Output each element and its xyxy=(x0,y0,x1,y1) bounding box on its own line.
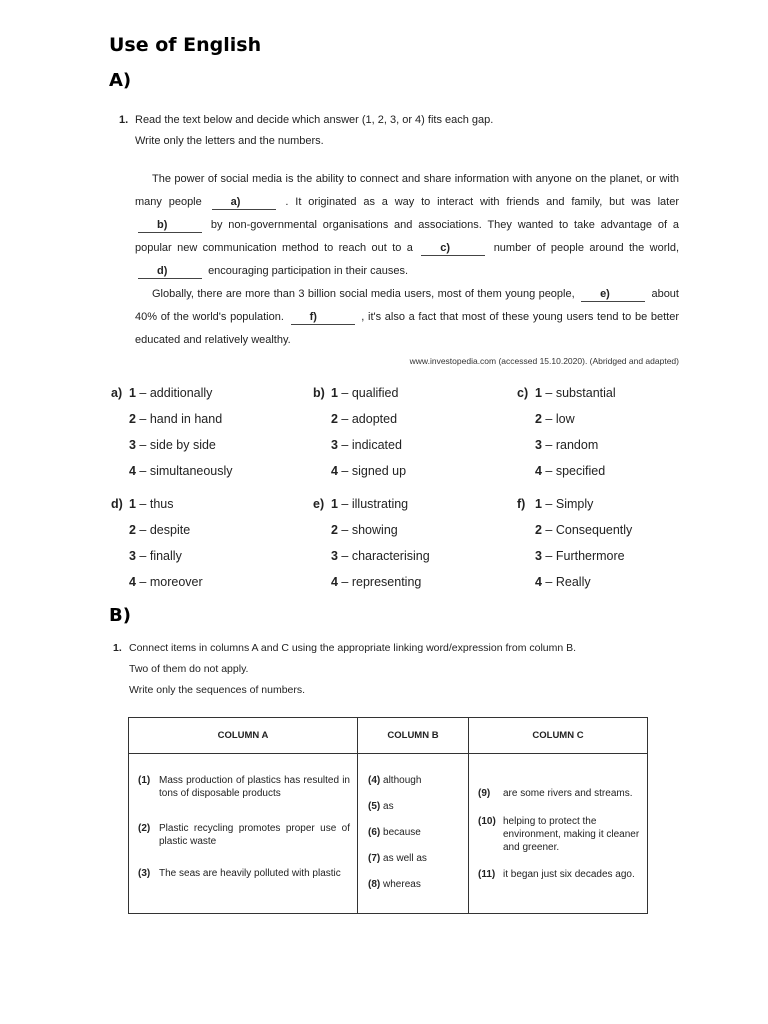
option-item[interactable] xyxy=(313,437,513,463)
option-item[interactable] xyxy=(111,411,311,437)
option-dash: – xyxy=(135,412,150,426)
passage-text: The power of social media is the ability to connect and share information with anyone on the planet, or with many people xyxy=(135,173,679,208)
option-dash: – xyxy=(541,575,556,589)
column-b-item xyxy=(368,774,462,787)
reading-passage xyxy=(135,168,679,352)
option-number: 1 xyxy=(535,497,542,511)
section-a-label: A) xyxy=(109,70,132,91)
option-number: 4 xyxy=(535,575,542,589)
instruction-line: Read the text below and decide which answer (1, 2, 3, or 4) fits each gap. xyxy=(135,114,494,126)
column-a-item xyxy=(138,867,350,880)
option-text: characterising xyxy=(351,549,430,563)
option-letter: e) xyxy=(313,497,325,511)
option-text: random xyxy=(555,438,599,452)
item-number: (5) xyxy=(368,801,381,812)
option-dash: – xyxy=(135,549,150,563)
option-number: 3 xyxy=(331,438,338,452)
option-group xyxy=(517,385,717,489)
option-text: Really xyxy=(555,575,591,589)
item-text: as xyxy=(383,801,394,812)
option-item[interactable] xyxy=(517,574,717,600)
option-number: 2 xyxy=(535,523,542,537)
option-item[interactable] xyxy=(313,463,513,489)
option-item[interactable] xyxy=(111,522,311,548)
item-text: although xyxy=(383,775,422,786)
option-dash: – xyxy=(541,497,556,511)
option-dash: – xyxy=(541,386,556,400)
matching-table xyxy=(128,717,648,914)
option-item[interactable] xyxy=(111,437,311,463)
section-a-instruction xyxy=(119,110,493,152)
page-title: Use of English xyxy=(109,34,262,56)
item-text: whereas xyxy=(383,879,421,890)
column-a-item xyxy=(138,822,350,848)
passage-text: Globally, there are more than 3 billion social media users, most of them young people, xyxy=(152,288,575,300)
option-text: Consequently xyxy=(555,523,633,537)
option-item[interactable] xyxy=(313,385,513,411)
column-c-cell xyxy=(469,754,648,914)
instruction-line: Write only the sequences of numbers. xyxy=(129,684,306,696)
option-number: 1 xyxy=(129,497,136,511)
option-text: indicated xyxy=(351,438,402,452)
option-number: 3 xyxy=(129,438,136,452)
option-text: side by side xyxy=(149,438,216,452)
instruction-line: Connect items in columns A and C using the appropriate linking word/expression from column B. xyxy=(129,642,577,654)
option-text: despite xyxy=(149,523,191,537)
option-dash: – xyxy=(337,438,352,452)
item-number: (1) xyxy=(138,775,151,786)
gap-a[interactable]: a) xyxy=(212,196,276,210)
option-item[interactable] xyxy=(517,548,717,574)
instruction-line: Two of them do not apply. xyxy=(129,663,249,675)
option-number: 1 xyxy=(535,386,542,400)
option-letter: b) xyxy=(313,386,325,400)
option-number: 3 xyxy=(129,549,136,563)
item-text: are some rivers and streams. xyxy=(503,788,633,799)
option-number: 4 xyxy=(331,464,338,478)
option-dash: – xyxy=(337,464,352,478)
option-item[interactable] xyxy=(313,411,513,437)
gap-b[interactable]: b) xyxy=(138,219,202,233)
option-text: simultaneously xyxy=(149,464,233,478)
option-text: thus xyxy=(149,497,174,511)
item-number: (6) xyxy=(368,827,381,838)
option-number: 1 xyxy=(331,497,338,511)
option-number: 4 xyxy=(129,464,136,478)
item-text: because xyxy=(383,827,421,838)
option-group xyxy=(313,496,513,600)
item-number: (10) xyxy=(478,816,496,827)
option-text: substantial xyxy=(555,386,616,400)
option-item[interactable] xyxy=(517,463,717,489)
option-item[interactable] xyxy=(517,411,717,437)
option-text: qualified xyxy=(351,386,399,400)
column-a-item xyxy=(138,774,350,800)
option-item[interactable] xyxy=(111,548,311,574)
option-number: 4 xyxy=(535,464,542,478)
option-item[interactable] xyxy=(517,496,717,522)
option-number: 4 xyxy=(129,575,136,589)
passage-text: encouraging participation in their causes. xyxy=(208,265,409,277)
option-item[interactable] xyxy=(313,574,513,600)
option-dash: – xyxy=(135,497,150,511)
option-text: moreover xyxy=(149,575,203,589)
column-b-cell xyxy=(358,754,469,914)
column-a-cell xyxy=(129,754,358,914)
option-text: showing xyxy=(351,523,398,537)
passage-text: about 40% of the world's population. xyxy=(135,288,679,323)
option-letter: a) xyxy=(111,386,123,400)
column-header: COLUMN C xyxy=(469,718,648,754)
option-item[interactable] xyxy=(313,522,513,548)
option-dash: – xyxy=(135,575,150,589)
passage-text: , it's also a fact that most of these young users tend to be better educated and relatively wealthy. xyxy=(135,311,680,346)
item-number: (3) xyxy=(138,868,151,879)
option-dash: – xyxy=(541,523,556,537)
gap-d[interactable]: d) xyxy=(138,265,202,279)
option-item[interactable] xyxy=(313,548,513,574)
item-number: (2) xyxy=(138,823,151,834)
gap-f[interactable]: f) xyxy=(291,311,355,325)
option-letter: c) xyxy=(517,386,529,400)
column-c-item xyxy=(478,815,641,854)
option-text: low xyxy=(555,412,575,426)
option-dash: – xyxy=(337,575,352,589)
option-item[interactable] xyxy=(313,496,513,522)
option-dash: – xyxy=(337,412,352,426)
option-group xyxy=(111,496,311,600)
option-text: additionally xyxy=(149,386,213,400)
source-citation: www.investopedia.com (accessed 15.10.2020). (Abridged and adapted) xyxy=(409,356,679,366)
option-dash: – xyxy=(135,523,150,537)
item-number: (8) xyxy=(368,879,381,890)
column-c-item xyxy=(478,787,641,800)
instruction-number: 1. xyxy=(119,114,129,126)
option-text: adopted xyxy=(351,412,398,426)
option-group xyxy=(517,496,717,600)
option-dash: – xyxy=(337,497,352,511)
passage-text: . It originated as a way to interact with friends and family, but was later xyxy=(285,196,679,208)
item-text: as well as xyxy=(383,853,427,864)
instruction-number: 1. xyxy=(113,642,122,654)
option-text: hand in hand xyxy=(149,412,223,426)
option-dash: – xyxy=(135,438,150,452)
option-item[interactable] xyxy=(111,496,311,522)
option-item[interactable] xyxy=(111,385,311,411)
section-b-label: B) xyxy=(109,605,131,626)
option-dash: – xyxy=(541,549,556,563)
passage-paragraph xyxy=(135,283,679,352)
option-text: illustrating xyxy=(351,497,409,511)
option-text: Furthermore xyxy=(555,549,625,563)
option-dash: – xyxy=(135,386,150,400)
option-dash: – xyxy=(337,523,352,537)
option-number: 2 xyxy=(129,523,136,537)
item-number: (9) xyxy=(478,788,491,799)
option-dash: – xyxy=(541,464,556,478)
option-dash: – xyxy=(337,549,352,563)
passage-paragraph xyxy=(135,168,679,283)
item-number: (4) xyxy=(368,775,381,786)
option-item[interactable] xyxy=(111,574,311,600)
passage-text: number of people around the world, xyxy=(493,242,680,254)
option-text: finally xyxy=(149,549,182,563)
option-item[interactable] xyxy=(517,437,717,463)
item-text: it began just six decades ago. xyxy=(503,869,635,880)
option-dash: – xyxy=(337,386,352,400)
option-number: 2 xyxy=(129,412,136,426)
option-item[interactable] xyxy=(517,385,717,411)
option-dash: – xyxy=(541,412,556,426)
gap-e[interactable]: e) xyxy=(581,288,645,302)
option-item[interactable] xyxy=(517,522,717,548)
option-letter: f) xyxy=(517,497,526,511)
gap-c[interactable]: c) xyxy=(421,242,485,256)
option-number: 3 xyxy=(535,438,542,452)
option-number: 4 xyxy=(331,575,338,589)
column-c-item xyxy=(478,868,641,881)
passage-text: by non-governmental organisations and associations. They wanted to take advantage of a popular new communication method to reach out to a xyxy=(135,219,680,254)
option-number: 2 xyxy=(535,412,542,426)
column-b-item xyxy=(368,826,462,839)
item-number: (7) xyxy=(368,853,381,864)
option-number: 3 xyxy=(331,549,338,563)
option-number: 2 xyxy=(331,412,338,426)
option-number: 3 xyxy=(535,549,542,563)
column-b-item xyxy=(368,800,462,813)
column-header: COLUMN B xyxy=(358,718,469,754)
option-letter: d) xyxy=(111,497,123,511)
column-header: COLUMN A xyxy=(129,718,358,754)
instruction-line: Write only the letters and the numbers. xyxy=(135,135,324,147)
column-b-item xyxy=(368,852,462,865)
option-dash: – xyxy=(541,438,556,452)
option-text: representing xyxy=(351,575,422,589)
item-number: (11) xyxy=(478,869,496,880)
item-text: helping to protect the environment, making it cleaner and greener. xyxy=(503,816,640,853)
column-b-item xyxy=(368,878,462,891)
option-number: 2 xyxy=(331,523,338,537)
option-text: Simply xyxy=(555,497,594,511)
item-text: Mass production of plastics has resulted in tons of disposable products xyxy=(159,775,350,799)
section-b-instruction xyxy=(113,638,576,701)
option-dash: – xyxy=(135,464,150,478)
option-number: 1 xyxy=(129,386,136,400)
option-group xyxy=(111,385,311,489)
option-text: specified xyxy=(555,464,606,478)
option-text: signed up xyxy=(351,464,407,478)
option-number: 1 xyxy=(331,386,338,400)
option-group xyxy=(313,385,513,489)
item-text: The seas are heavily polluted with plastic xyxy=(159,868,341,879)
item-text: Plastic recycling promotes proper use of plastic waste xyxy=(159,823,350,847)
option-item[interactable] xyxy=(111,463,311,489)
